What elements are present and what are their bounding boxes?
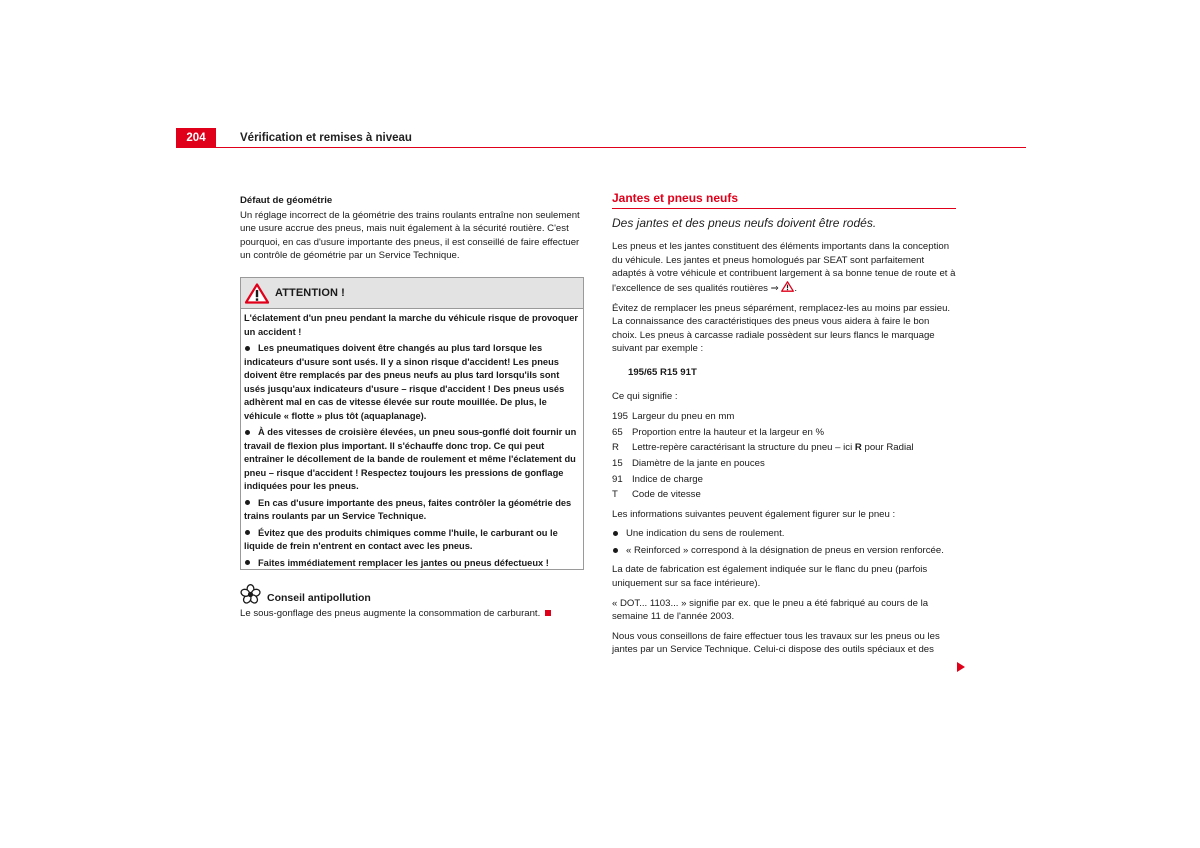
para-dot: « DOT... 1103... » signifie par ex. que le pneu a été fabriqué au cours de la semaine 11 de l'année 2003. [612,597,929,623]
flower-icon [240,584,261,605]
jantes-subtitle: Des jantes et des pneus neufs doivent être rodés. [612,215,877,230]
geometry-title: Défaut de géométrie [240,195,333,206]
legend-row: 91 Indice de charge [612,473,703,485]
bullet-icon [245,560,250,565]
tire-code: 195/65 R15 91T [628,366,697,378]
section-title: Vérification et remises à niveau [240,132,412,144]
para-last: Nous vous conseillons de faire effectuer tous les travaux sur les pneus ou les jantes par un Service Technique. Celui-ci dispose des outils spéciaux et des [612,630,940,656]
para-intro: Les pneus et les jantes constituent des éléments importants dans la conception du véhicule. Les jantes et pneus homologués par SEAT sont parfaitement adaptés à votre véhicule et contribuent largement à sa bonne tenue de route et à l'excellence de ses qualités routières ⇒ . [612,241,956,294]
end-marker-icon [545,610,551,616]
info-intro: Les informations suivantes peuvent également figurer sur le pneu : [612,508,896,520]
para-date: La date de fabrication est également indiquée sur le flanc du pneu (parfois uniquement sur sa face intérieure). [612,564,928,590]
bullet-icon [613,531,618,536]
meaning-intro: Ce qui signifie : [612,390,678,402]
attention-bullet: Faites immédiatement remplacer les jantes ou pneus défectueux ! [244,557,580,571]
legend-row: 65 Proportion entre la hauteur et la largeur en % [612,426,824,438]
tire-legend [612,409,956,503]
attention-header [241,278,583,309]
legend-row: R Lettre-repère caractérisant la structure du pneu – ici R pour Radial [612,442,914,454]
geometry-text: Un réglage incorrect de la géométrie des trains roulants entraîne non seulement une usure accrue des pneus, mais nuit également à la sécurité routière. C'est pourquoi, en cas d'usure importante des pneus, il est conseillé de faire effectuer un contrôle de géométrie par un Service Technique. [240,209,580,262]
title-rule [612,208,956,209]
header-rule [216,147,1026,148]
info-bullet: « Reinforced » correspond à la désignation de pneus en version renforcée. [612,544,956,558]
right-column [612,192,956,663]
attention-label: ATTENTION ! [275,287,345,299]
attention-bullet: Évitez que des produits chimiques comme l'huile, le carburant ou le liquide de frein n'entrent en contact avec les pneus. [244,527,558,551]
page-number: 204 [176,128,216,148]
attention-body [241,309,583,570]
warning-icon [781,281,794,292]
eco-title: Conseil antipollution [267,592,371,604]
continue-arrow-icon [957,662,965,672]
bullet-icon [245,530,250,535]
attention-bullet: En cas d'usure importante des pneus, faites contrôler la géométrie des trains roulants par un Service Technique. [244,497,572,521]
eco-text: Le sous-gonflage des pneus augmente la consommation de carburant. [240,607,584,621]
attention-bullet: Les pneumatiques doivent être changés au plus tard lorsque les indicateurs d'usure sont usés. Il y a sinon risque d'accident! Les pneus doivent être remplacés par des pneus neufs au plus tard lorsqu'ils sont usés jusqu'aux indicateurs d'usure – risque d'accident ! Des pneus usés adhèrent mal en cas de vitesse élevée sur route mouillée. De plus, le véhicule « flotte » plus tôt (aquaplanage). [244,343,565,421]
bullet-icon [613,548,618,553]
legend-row: T Code de vitesse [612,489,701,501]
eco-tip [240,584,584,621]
legend-row: 15 Diamètre de la jante en pouces [612,457,765,469]
info-bullet: Une indication du sens de roulement. [612,527,956,541]
attention-intro: L'éclatement d'un pneu pendant la marche du véhicule risque de provoquer un accident ! [244,313,579,337]
left-column [240,194,584,263]
bullet-icon [245,346,250,351]
bullet-icon [245,500,250,505]
legend-row: 195 Largeur du pneu en mm [612,411,735,423]
bullet-icon [245,430,250,435]
para-advice: Évitez de remplacer les pneus séparément, remplacez-les au moins par essieu. La connaissance des caractéristiques des pneus vous aidera à faire le bon choix. Les pneus à carcasse radiale possèdent sur leurs flancs le marquage suivant par exemple : [612,302,951,355]
warning-icon [245,283,269,304]
jantes-title: Jantes et pneus neufs [612,191,739,205]
attention-box [240,277,584,570]
attention-bullet: À des vitesses de croisière élevées, un pneu sous-gonflé doit fournir un travail de flexion plus important. Il s'échauffe donc trop. Ce qui peut entraîner le décollement de la bande de roulement et même l'éclatement du pneu – risque d'accident ! Respectez toujours les pressions de gonflage indiquées pour les pneus. [244,427,577,491]
